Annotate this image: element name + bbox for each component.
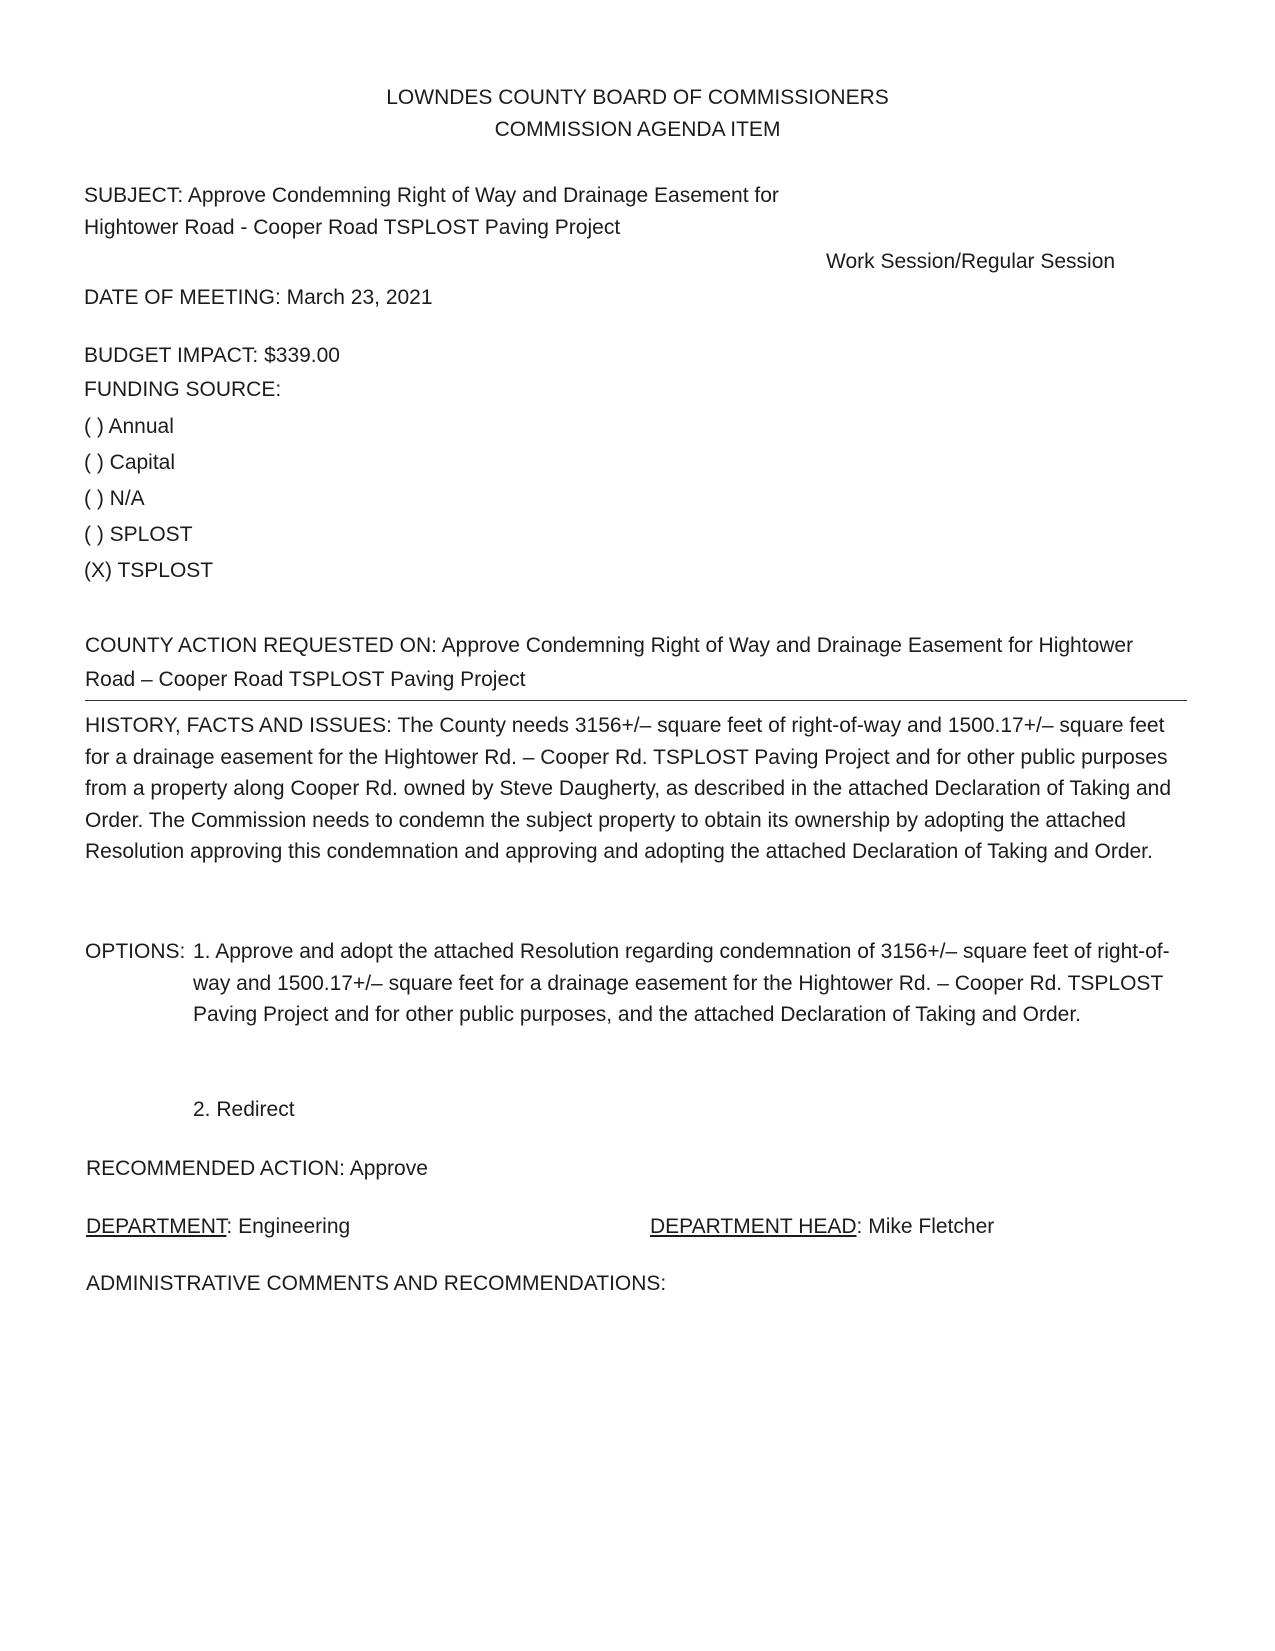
funding-option-capital: ( ) Capital	[84, 451, 176, 474]
admin-comments-heading: ADMINISTRATIVE COMMENTS AND RECOMMENDATIONS:	[86, 1272, 667, 1295]
session-type: Work Session/Regular Session	[826, 250, 1116, 273]
department-label: DEPARTMENT	[86, 1215, 227, 1238]
date-of-meeting: DATE OF MEETING: March 23, 2021	[84, 286, 433, 309]
department-head-label: DEPARTMENT HEAD	[650, 1215, 857, 1238]
department-head	[650, 1211, 994, 1243]
funding-source-label: FUNDING SOURCE:	[84, 378, 282, 401]
funding-option-tsplost: (X) TSPLOST	[84, 559, 214, 582]
header-title: LOWNDES COUNTY BOARD OF COMMISSIONERS	[386, 86, 889, 109]
department	[86, 1211, 350, 1243]
option-2: 2. Redirect	[193, 1098, 295, 1121]
county-action-line-1: COUNTY ACTION REQUESTED ON: Approve Condemning Right of Way and Drainage Easement for Hightower	[85, 634, 1134, 657]
funding-option-annual: ( ) Annual	[84, 415, 174, 438]
subject-line-1: SUBJECT: Approve Condemning Right of Way and Drainage Easement for	[84, 184, 779, 207]
recommended-action: RECOMMENDED ACTION: Approve	[86, 1157, 428, 1180]
history-facts-issues: HISTORY, FACTS AND ISSUES: The County needs 3156+/– square feet of right-of-way and 1500.17+/– square feet for a drainage easement for the Hightower Rd. – Cooper Rd. TSPLOST Paving Project and for other public purposes from a property along Cooper Rd. owned by Steve Daugherty, as described in the attached Declaration of Taking and Order. The Commission needs to condemn the subject property to obtain its ownership by adopting the attached Resolution approving this condemnation and approving and adopting the attached Declaration of Taking and Order.	[85, 714, 1172, 863]
option-1: 1. Approve and adopt the attached Resolution regarding condemnation of 3156+/– square feet of right-of-way and 1500.17+/– square feet for a drainage easement for the Hightower Rd. – Cooper Rd. TSPLOST Paving Project and for other public purposes, and the attached Declaration of Taking and Order.	[193, 940, 1170, 1026]
budget-impact: BUDGET IMPACT: $339.00	[84, 344, 340, 367]
county-action-line-2: Road – Cooper Road TSPLOST Paving Project	[85, 668, 526, 691]
subject-line-2: Hightower Road - Cooper Road TSPLOST Paving Project	[84, 216, 621, 239]
funding-option-splost: ( ) SPLOST	[84, 523, 193, 546]
options-label: OPTIONS:	[85, 940, 186, 963]
department-head-value: : Mike Fletcher	[856, 1215, 995, 1238]
funding-option-na: ( ) N/A	[84, 487, 145, 510]
section-divider	[85, 700, 1187, 701]
header-subtitle: COMMISSION AGENDA ITEM	[494, 118, 781, 141]
department-value: : Engineering	[226, 1215, 351, 1238]
